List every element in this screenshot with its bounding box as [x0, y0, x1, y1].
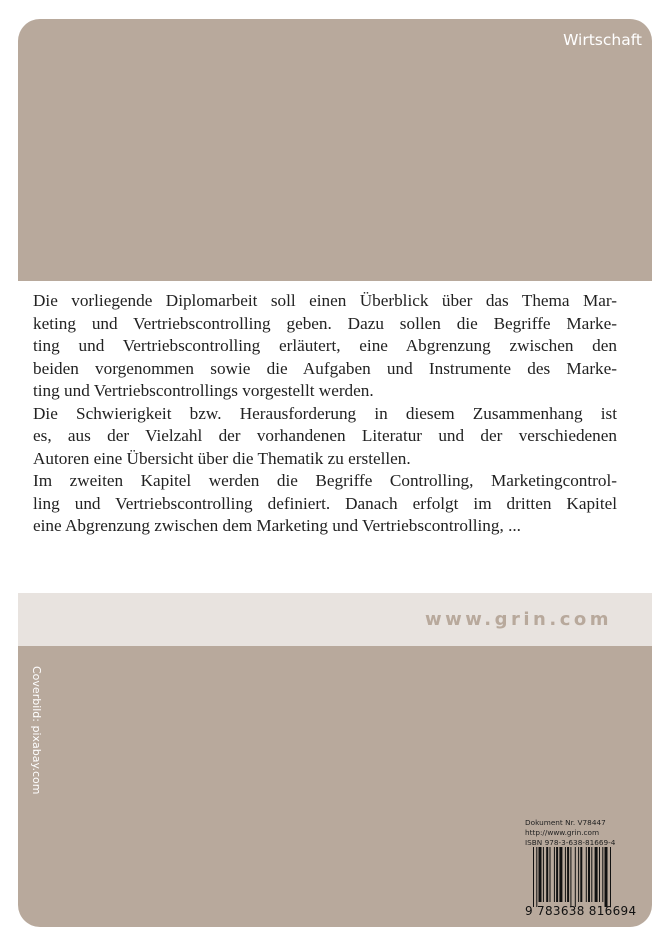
- website: http://www.grin.com: [525, 828, 600, 837]
- blurb-line: es, aus der Vielzahl der vorhandenen Literatur und der verschiedenen: [33, 426, 617, 445]
- blurb-line: eine Abgrenzung zwischen dem Marketing und Vertriebscontrolling, ...: [33, 516, 521, 535]
- cover-bottom-panel: [18, 646, 652, 927]
- isbn: ISBN 978-3-638-81669-4: [525, 838, 616, 847]
- cover-credit: Coverbild: pixabay.com: [30, 666, 43, 795]
- barcode-bar: [533, 847, 534, 907]
- barcode-bar: [570, 847, 571, 907]
- barcode-bar: [605, 847, 608, 907]
- barcode-digits: 9 783638 816694: [525, 904, 637, 918]
- blurb-line: Die Schwierigkeit bzw. Herausforderung in diesem Zusammenhang ist: [33, 403, 617, 423]
- publisher-band: [18, 593, 652, 646]
- barcode-bar: [550, 847, 551, 902]
- barcode-bar: [591, 847, 592, 902]
- barcode-bar: [546, 847, 548, 902]
- category-label: Wirtschaft: [563, 31, 642, 49]
- blurb-line: Im zweiten Kapitel werden die Begriffe Controlling, Marketingcontrol-: [33, 471, 617, 490]
- blurb-line: beiden vorgenommen sowie die Aufgaben und Instrumente des Marke-: [33, 358, 617, 378]
- blurb-line: keting und Vertriebscontrolling geben. Dazu sollen die Begriffe Marke-: [33, 313, 617, 333]
- blurb-line: Autoren eine Übersicht über die Thematik zu erstellen.: [33, 448, 411, 468]
- blurb-line: ling und Vertriebscontrolling definiert. Danach erfolgt im dritten Kapitel: [33, 493, 617, 513]
- barcode-bar: [565, 847, 566, 902]
- document-number: Dokument Nr. V78447: [525, 818, 606, 827]
- barcode-bar: [543, 847, 544, 902]
- barcode-bar: [586, 847, 587, 902]
- barcode-bar: [554, 847, 555, 902]
- barcode-bar: [602, 847, 603, 902]
- barcode-bar: [580, 847, 582, 902]
- document-meta: [525, 818, 615, 848]
- blurb-line: ting und Vertriebscontrollings vorgestellt werden.: [33, 381, 374, 400]
- barcode-bar: [578, 847, 579, 902]
- barcode-bar: [567, 847, 569, 902]
- blurb-line: ting und Vertriebscontrolling erläutert, eine Abgrenzung zwischen den: [33, 336, 617, 355]
- barcode-bar: [536, 847, 537, 907]
- publisher-url[interactable]: www.grin.com: [425, 609, 612, 630]
- blurb-text: [33, 290, 617, 538]
- barcode-bar: [588, 847, 590, 902]
- barcode-bar: [610, 847, 611, 907]
- cover-top-panel: [18, 19, 652, 281]
- barcode-bar: [556, 847, 558, 902]
- barcode-bar: [599, 847, 600, 902]
- barcode-bar: [559, 847, 562, 902]
- barcode-bar: [575, 847, 576, 907]
- blurb-line: Die vorliegende Diplomarbeit soll einen Überblick über das Thema Mar-: [33, 291, 617, 310]
- barcode-bar: [595, 847, 598, 902]
- barcode-bar: [539, 847, 542, 902]
